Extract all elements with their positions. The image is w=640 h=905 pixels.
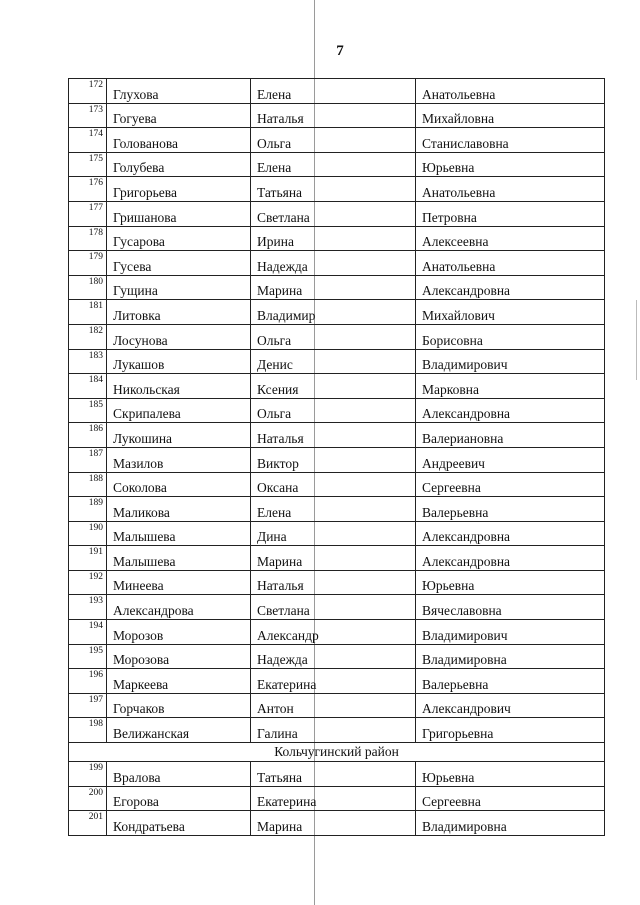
table-row [69,152,605,177]
first-name-cell: Галина [251,718,416,743]
row-number: 184 [69,374,107,399]
patronymic-cell: Сергеевна [416,786,605,811]
row-number: 196 [69,669,107,694]
first-name-cell: Ольга [251,324,416,349]
district-label: Кольчугинский район [69,743,605,762]
last-name-cell: Морозов [107,620,251,645]
first-name-cell: Елена [251,79,416,104]
last-name-cell: Маркеева [107,669,251,694]
row-number: 191 [69,546,107,571]
patronymic-cell: Александровна [416,398,605,423]
table-row [69,423,605,448]
table-row [69,546,605,571]
first-name-cell: Светлана [251,595,416,620]
last-name-cell: Лукашов [107,349,251,374]
roster-table [68,78,605,836]
row-number: 174 [69,128,107,153]
row-number: 200 [69,786,107,811]
row-number: 195 [69,644,107,669]
row-number: 194 [69,620,107,645]
row-number: 201 [69,811,107,836]
last-name-cell: Скрипалева [107,398,251,423]
last-name-cell: Глухова [107,79,251,104]
first-name-cell: Денис [251,349,416,374]
patronymic-cell: Анатольевна [416,251,605,276]
first-name-cell: Дина [251,521,416,546]
table-row [69,497,605,522]
table-row [69,669,605,694]
table-row [69,177,605,202]
row-number: 192 [69,570,107,595]
table-row [69,472,605,497]
row-number: 197 [69,693,107,718]
patronymic-cell: Станиславовна [416,128,605,153]
patronymic-cell: Валериановна [416,423,605,448]
table-row [69,786,605,811]
patronymic-cell: Владимирович [416,620,605,645]
first-name-cell: Екатерина [251,786,416,811]
last-name-cell: Морозова [107,644,251,669]
row-number: 178 [69,226,107,251]
table-row [69,128,605,153]
patronymic-cell: Владимировна [416,811,605,836]
table-row [69,718,605,743]
page-number: 7 [336,43,344,59]
row-number: 179 [69,251,107,276]
patronymic-cell: Юрьевна [416,152,605,177]
patronymic-cell: Александрович [416,693,605,718]
first-name-cell: Екатерина [251,669,416,694]
last-name-cell: Александрова [107,595,251,620]
row-number: 180 [69,275,107,300]
first-name-cell: Ирина [251,226,416,251]
patronymic-cell: Михайловна [416,103,605,128]
row-number: 183 [69,349,107,374]
patronymic-cell: Валерьевна [416,497,605,522]
row-number: 182 [69,324,107,349]
first-name-cell: Ольга [251,398,416,423]
patronymic-cell: Сергеевна [416,472,605,497]
first-name-cell: Светлана [251,201,416,226]
first-name-cell: Татьяна [251,762,416,787]
last-name-cell: Мазилов [107,447,251,472]
last-name-cell: Кондратьева [107,811,251,836]
table-row [69,349,605,374]
row-number: 198 [69,718,107,743]
row-number: 172 [69,79,107,104]
patronymic-cell: Вячеславовна [416,595,605,620]
first-name-cell: Виктор [251,447,416,472]
row-number: 199 [69,762,107,787]
table-row [69,620,605,645]
last-name-cell: Егорова [107,786,251,811]
last-name-cell: Гущина [107,275,251,300]
table-row [69,79,605,104]
first-name-cell: Марина [251,811,416,836]
patronymic-cell: Валерьевна [416,669,605,694]
district-header-row [69,743,605,762]
first-name-cell: Ольга [251,128,416,153]
table-row [69,644,605,669]
patronymic-cell: Борисовна [416,324,605,349]
first-name-cell: Надежда [251,251,416,276]
row-number: 187 [69,447,107,472]
table-row [69,447,605,472]
last-name-cell: Лукошина [107,423,251,448]
last-name-cell: Гришанова [107,201,251,226]
first-name-cell: Александр [251,620,416,645]
patronymic-cell: Марковна [416,374,605,399]
last-name-cell: Григорьева [107,177,251,202]
patronymic-cell: Александровна [416,546,605,571]
row-number: 176 [69,177,107,202]
first-name-cell: Наталья [251,103,416,128]
table-row [69,374,605,399]
row-number: 186 [69,423,107,448]
first-name-cell: Наталья [251,570,416,595]
last-name-cell: Горчаков [107,693,251,718]
patronymic-cell: Юрьевна [416,570,605,595]
last-name-cell: Никольская [107,374,251,399]
scan-mark [636,300,637,380]
last-name-cell: Гусева [107,251,251,276]
row-number: 185 [69,398,107,423]
first-name-cell: Надежда [251,644,416,669]
roster-body [69,79,605,836]
table-row [69,103,605,128]
table-row [69,595,605,620]
row-number: 193 [69,595,107,620]
last-name-cell: Вралова [107,762,251,787]
first-name-cell: Елена [251,497,416,522]
patronymic-cell: Михайлович [416,300,605,325]
table-row [69,693,605,718]
last-name-cell: Литовка [107,300,251,325]
patronymic-cell: Владимирович [416,349,605,374]
patronymic-cell: Алексеевна [416,226,605,251]
last-name-cell: Лосунова [107,324,251,349]
row-number: 177 [69,201,107,226]
patronymic-cell: Александровна [416,275,605,300]
table-row [69,398,605,423]
table-row [69,300,605,325]
patronymic-cell: Александровна [416,521,605,546]
table-row [69,275,605,300]
table-row [69,570,605,595]
patronymic-cell: Петровна [416,201,605,226]
patronymic-cell: Владимировна [416,644,605,669]
table-row [69,762,605,787]
first-name-cell: Наталья [251,423,416,448]
first-name-cell: Марина [251,546,416,571]
patronymic-cell: Григорьевна [416,718,605,743]
first-name-cell: Ксения [251,374,416,399]
last-name-cell: Велижанская [107,718,251,743]
table-row [69,521,605,546]
patronymic-cell: Анатольевна [416,79,605,104]
row-number: 189 [69,497,107,522]
last-name-cell: Минеева [107,570,251,595]
last-name-cell: Гусарова [107,226,251,251]
first-name-cell: Татьяна [251,177,416,202]
last-name-cell: Голованова [107,128,251,153]
last-name-cell: Гогуева [107,103,251,128]
first-name-cell: Владимир [251,300,416,325]
patronymic-cell: Юрьевна [416,762,605,787]
table-row [69,811,605,836]
first-name-cell: Антон [251,693,416,718]
last-name-cell: Голубева [107,152,251,177]
first-name-cell: Оксана [251,472,416,497]
row-number: 188 [69,472,107,497]
row-number: 175 [69,152,107,177]
first-name-cell: Елена [251,152,416,177]
first-name-cell: Марина [251,275,416,300]
last-name-cell: Маликова [107,497,251,522]
last-name-cell: Соколова [107,472,251,497]
row-number: 181 [69,300,107,325]
table-row [69,251,605,276]
last-name-cell: Малышева [107,546,251,571]
row-number: 190 [69,521,107,546]
row-number: 173 [69,103,107,128]
last-name-cell: Малышева [107,521,251,546]
patronymic-cell: Анатольевна [416,177,605,202]
table-row [69,226,605,251]
patronymic-cell: Андреевич [416,447,605,472]
table-row [69,324,605,349]
table-row [69,201,605,226]
